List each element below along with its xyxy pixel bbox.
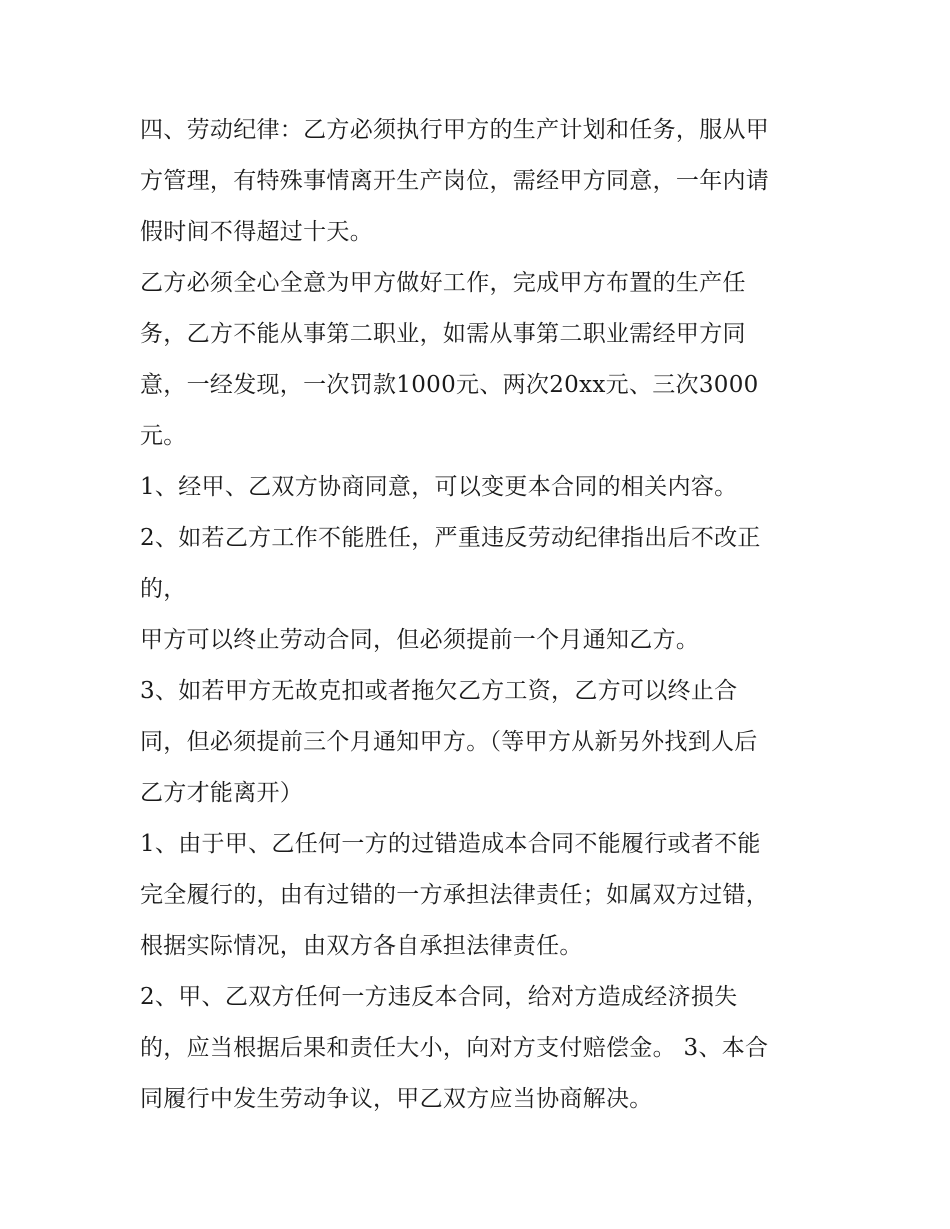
text-line: 根据实际情况，由双方各自承担法律责任。 [140, 933, 583, 959]
text-line: 方管理，有特殊事情离开生产岗位，需经甲方同意，一年内请 [140, 168, 770, 194]
text-line: 的， [140, 576, 187, 602]
text-line: 乙方必须全心全意为甲方做好工作，完成甲方布置的生产任 [140, 270, 746, 296]
text-line: 1、由于甲、乙任何一方的过错造成本合同不能履行或者不能 [140, 831, 761, 857]
text-line: 同履行中发生劳动争议，甲乙双方应当协商解决。 [140, 1086, 653, 1112]
text-line: 元。 [140, 423, 187, 449]
document-body [140, 105, 820, 1125]
text-line: 的，应当根据后果和责任大小，向对方支付赔偿金。 3、本合 [140, 1035, 769, 1061]
text-line: 3、如若甲方无故克扣或者拖欠乙方工资，乙方可以终止合 [140, 678, 738, 704]
text-line: 务，乙方不能从事第二职业，如需从事第二职业需经甲方同 [140, 321, 746, 347]
text-line: 2、甲、乙双方任何一方违反本合同，给对方造成经济损失 [140, 984, 738, 1010]
text-line: 假时间不得超过十天。 [140, 219, 373, 245]
text-line: 乙方才能离开） [140, 780, 304, 806]
text-line: 1、经甲、乙双方协商同意，可以变更本合同的相关内容。 [140, 474, 738, 500]
text-line: 同，但必须提前三个月通知甲方。（等甲方从新另外找到人后 [140, 729, 758, 755]
text-line: 2、如若乙方工作不能胜任，严重违反劳动纪律指出后不改正 [140, 525, 761, 551]
text-line: 四、劳动纪律：乙方必须执行甲方的生产计划和任务，服从甲 [140, 117, 770, 143]
text-line: 意，一经发现，一次罚款1000元、两次20xx元、三次3000 [140, 372, 759, 398]
text-line: 甲方可以终止劳动合同，但必须提前一个月通知乙方。 [140, 627, 700, 653]
text-line: 完全履行的，由有过错的一方承担法律责任；如属双方过错， [140, 882, 770, 908]
